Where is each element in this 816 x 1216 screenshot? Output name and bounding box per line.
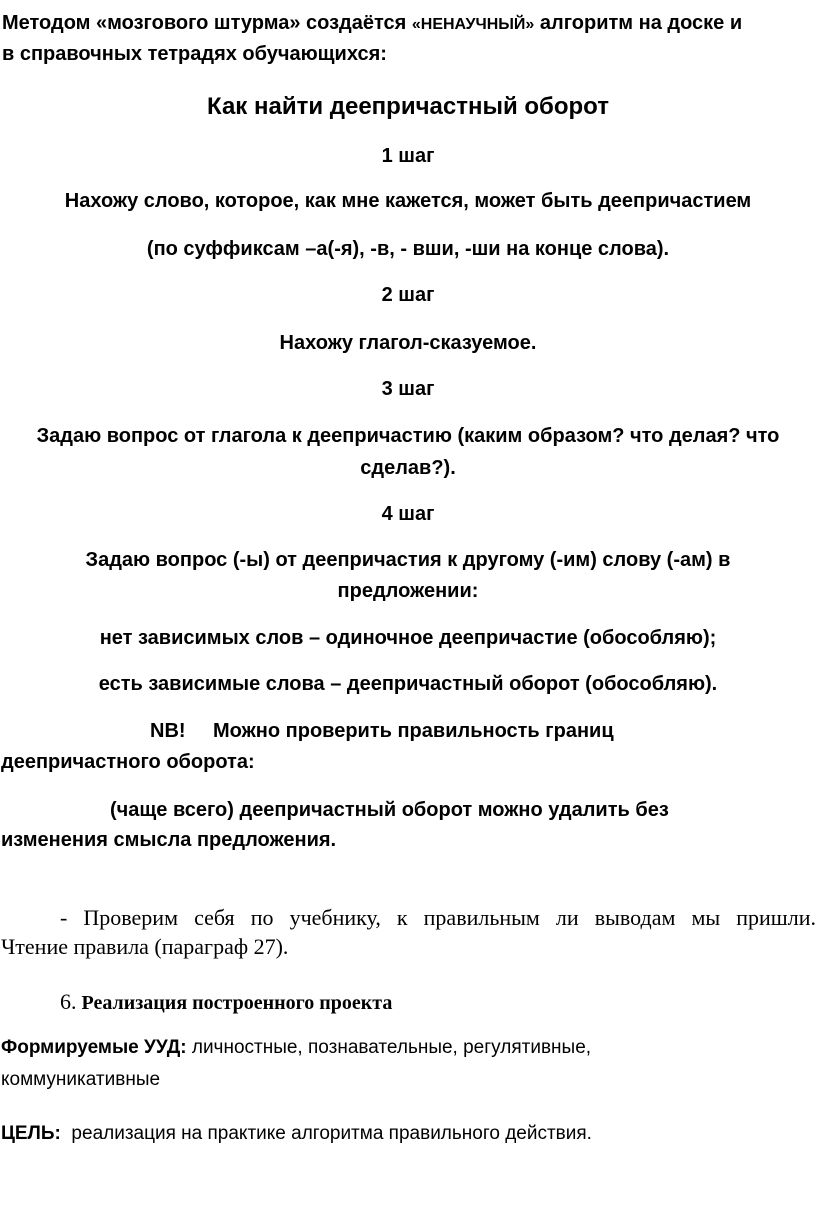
step-4-line-4: есть зависимые слова – деепричастный оборот (обособляю). (98, 673, 718, 695)
intro-part-3: алгоритм на доске и (534, 12, 743, 34)
uud-line-1 (1, 1037, 816, 1059)
step-3-line-2: сделав?). (360, 457, 456, 479)
goal-label: ЦЕЛЬ: (1, 1123, 61, 1144)
nb-line-3: (чаще всего) деепричастный оборот можно удалить без (110, 799, 669, 821)
step-1-line-2: (по суффиксам –а(-я), -в, - вши, -ши на конце слова). (146, 238, 670, 260)
step-2-heading: 2 шаг (381, 284, 435, 306)
nb-label: NB! (150, 720, 186, 742)
uud-text-1: личностные, познавательные, регулятивные, (186, 1037, 592, 1058)
step-3-line-1: Задаю вопрос от глагола к деепричастию (каким образом? что делая? что (36, 425, 780, 447)
intro-part-1: Методом «мозгового штурма» создаётся (2, 12, 412, 34)
section-title: Реализация построенного проекта (81, 992, 393, 1014)
nb-text-1: Можно проверить правильность границ (213, 720, 614, 742)
step-2-line-1: Нахожу глагол-сказуемое. (279, 332, 537, 354)
step-1-line-1: Нахожу слово, которое, как мне кажется, может быть деепричастием (64, 190, 752, 212)
goal-line (1, 1123, 816, 1145)
step-4-line-1: Задаю вопрос (-ы) от деепричастия к другому (-им) слову (-ам) в (85, 549, 731, 571)
nb-line-4: изменения смысла предложения. (1, 829, 337, 851)
intro-line-2: в справочных тетрадях обучающихся: (2, 43, 387, 65)
step-4-heading: 4 шаг (381, 503, 435, 525)
intro-part-2: «НЕНАУЧНЫЙ» (411, 16, 535, 33)
goal-text: реализация на практике алгоритма правильного действия. (60, 1123, 592, 1144)
uud-line-2: коммуникативные (1, 1069, 161, 1090)
uud-label: Формируемые УУД: (1, 1037, 187, 1058)
nb-line-2: деепричастного оборота: (1, 751, 255, 773)
step-1-heading: 1 шаг (381, 145, 435, 167)
section-number: 6. (60, 989, 77, 1014)
check-line-2: Чтение правила (параграф 27). (1, 934, 289, 959)
section-heading (60, 989, 816, 1015)
step-4-line-3: нет зависимых слов – одиночное деепричастие (обособляю); (99, 627, 717, 649)
page-title: Как найти деепричастный оборот (207, 93, 609, 120)
intro-line-1 (2, 12, 816, 35)
step-4-line-2: предложении: (337, 580, 479, 602)
check-line-1: - Проверим себя по учебнику, к правильным ли выводам мы пришли. (60, 905, 816, 930)
step-3-heading: 3 шаг (381, 378, 435, 400)
